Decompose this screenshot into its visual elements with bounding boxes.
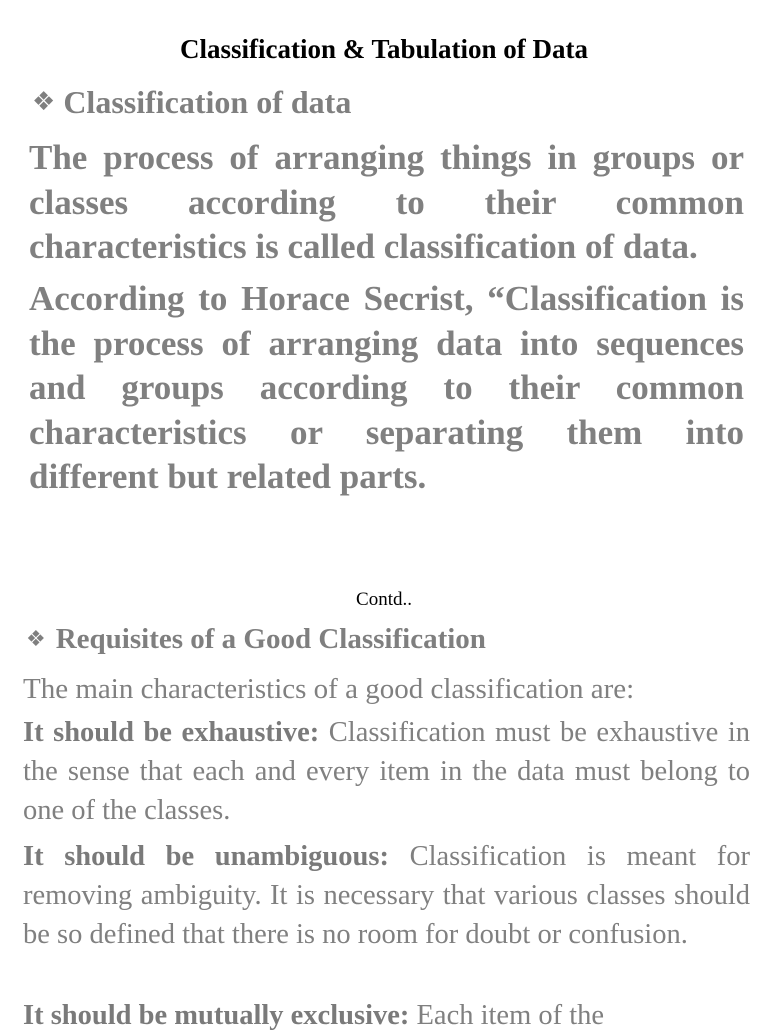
requisite-text: Each item of the	[416, 1000, 605, 1031]
requisite-term: It should be mutually exclusive:	[23, 1000, 410, 1031]
requisite-term: It should be exhaustive:	[23, 717, 320, 748]
secrist-quote-paragraph: According to Horace Secrist, “Classification is the process of arranging data into sequences and groups according to their common characteristics or separating them into different but related parts.	[29, 279, 744, 496]
section-heading-label: Classification of data	[63, 84, 352, 120]
diamond-bullet-icon: ❖	[26, 627, 46, 652]
contd-label: Contd..	[356, 589, 412, 610]
definition-paragraph: The process of arranging things in groups or classes according to their common characteristics is called classification of data.	[29, 138, 744, 266]
section-heading-requisites	[26, 623, 486, 656]
diamond-bullet-icon: ❖	[32, 87, 56, 117]
requisite-exhaustive	[23, 714, 750, 830]
requisite-term: It should be unambiguous:	[23, 841, 389, 872]
requisite-unambiguous	[23, 838, 750, 954]
section-heading-classification	[32, 84, 351, 121]
requisite-mutually-exclusive	[23, 997, 750, 1036]
requisite-text: Classification is meant for removing ambiguity. It is necessary that various classes should be so defined that there is no room for doubt or confusion.	[23, 841, 750, 950]
section-heading-label: Requisites of a Good Classification	[55, 623, 486, 655]
page-title: Classification & Tabulation of Data	[179, 34, 589, 64]
requisites-intro: The main characteristics of a good classification are:	[23, 673, 635, 705]
requisite-text: Classification must be exhaustive in the sense that each and every item in the data must belong to one of the classes.	[23, 717, 750, 826]
